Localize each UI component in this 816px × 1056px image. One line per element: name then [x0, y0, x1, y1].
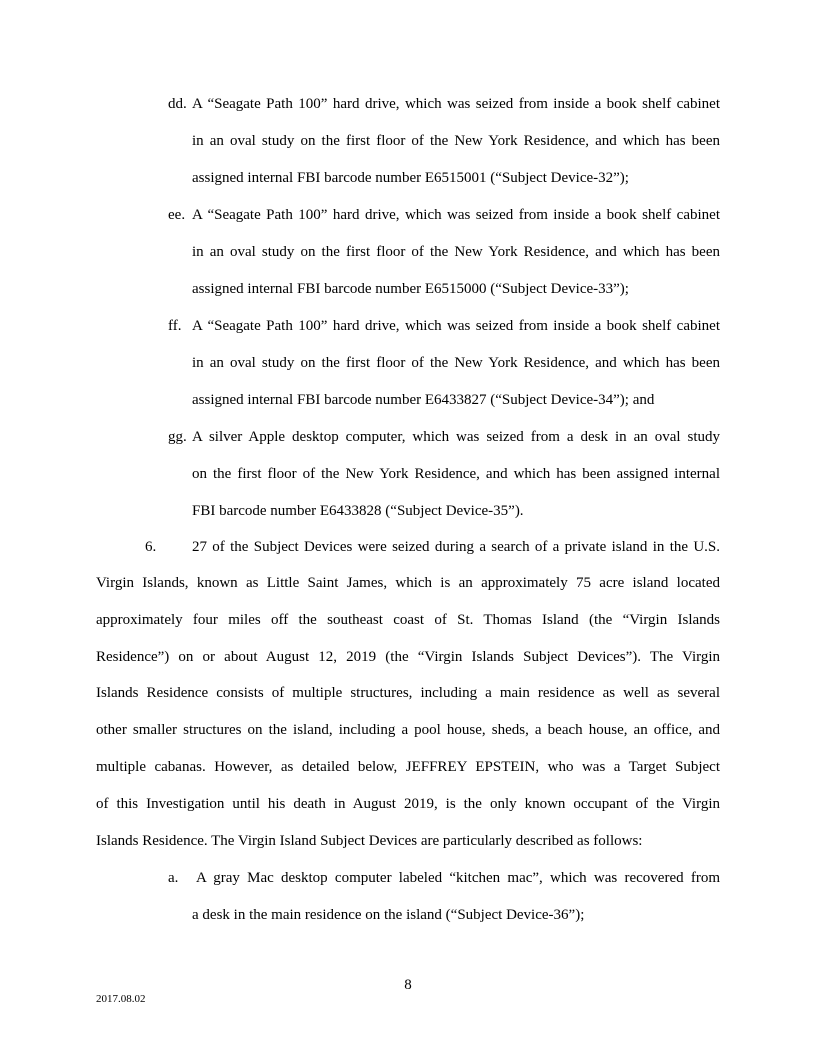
- list-item-line: A “Seagate Path 100” hard drive, which was seized from inside a book shelf cabinet: [192, 96, 720, 112]
- list-item-line: assigned internal FBI barcode number E6433827 (“Subject Device-34”); and: [192, 392, 655, 408]
- paragraph-line: approximately four miles off the southeast coast of St. Thomas Island (the “Virgin Islands: [96, 612, 720, 628]
- paragraph-first-line: 27 of the Subject Devices were seized during a search of a private island in the U.S.: [192, 539, 720, 555]
- paragraph-line: other smaller structures on the island, including a pool house, sheds, a beach house, an office, and: [96, 722, 720, 738]
- paragraph-line: multiple cabanas. However, as detailed below, JEFFREY EPSTEIN, who was a Target Subject: [96, 759, 720, 775]
- list-item-line: A gray Mac desktop computer labeled “kitchen mac”, which was recovered from: [196, 870, 720, 886]
- list-item-label: ee.: [168, 207, 186, 223]
- paragraph-number: 6.: [145, 539, 157, 555]
- paragraph-line: Virgin Islands, known as Little Saint James, which is an approximately 75 acre island located: [96, 575, 720, 591]
- list-item-line: FBI barcode number E6433828 (“Subject Device-35”).: [192, 503, 524, 519]
- list-item-line: in an oval study on the first floor of the New York Residence, and which has been: [192, 244, 720, 260]
- list-item-label: gg.: [168, 429, 187, 445]
- list-item-label: dd.: [168, 96, 187, 112]
- list-item-line: assigned internal FBI barcode number E6515000 (“Subject Device-33”);: [192, 281, 629, 297]
- list-item-line: A “Seagate Path 100” hard drive, which was seized from inside a book shelf cabinet: [192, 318, 720, 334]
- list-item-line: on the first floor of the New York Residence, and which has been assigned internal: [192, 466, 720, 482]
- list-item-label: a.: [168, 870, 179, 886]
- paragraph-line: Residence”) on or about August 12, 2019 (the “Virgin Islands Subject Devices”). The Virgin: [96, 649, 720, 665]
- list-item-line: A silver Apple desktop computer, which was seized from a desk in an oval study: [192, 429, 720, 445]
- list-item-line: A “Seagate Path 100” hard drive, which was seized from inside a book shelf cabinet: [192, 207, 720, 223]
- paragraph-line: of this Investigation until his death in August 2019, is the only known occupant of the Virgin: [96, 796, 720, 812]
- footer-date: 2017.08.02: [96, 993, 146, 1005]
- paragraph-line: Islands Residence consists of multiple structures, including a main residence as well as several: [96, 685, 720, 701]
- page-number: 8: [404, 977, 412, 993]
- list-item-line: in an oval study on the first floor of the New York Residence, and which has been: [192, 133, 720, 149]
- paragraph-line: Islands Residence. The Virgin Island Subject Devices are particularly described as follows:: [96, 833, 643, 849]
- list-item-label: ff.: [168, 318, 182, 334]
- list-item-line: a desk in the main residence on the island (“Subject Device-36”);: [192, 907, 585, 923]
- list-item-line: in an oval study on the first floor of the New York Residence, and which has been: [192, 355, 720, 371]
- list-item-line: assigned internal FBI barcode number E6515001 (“Subject Device-32”);: [192, 170, 629, 186]
